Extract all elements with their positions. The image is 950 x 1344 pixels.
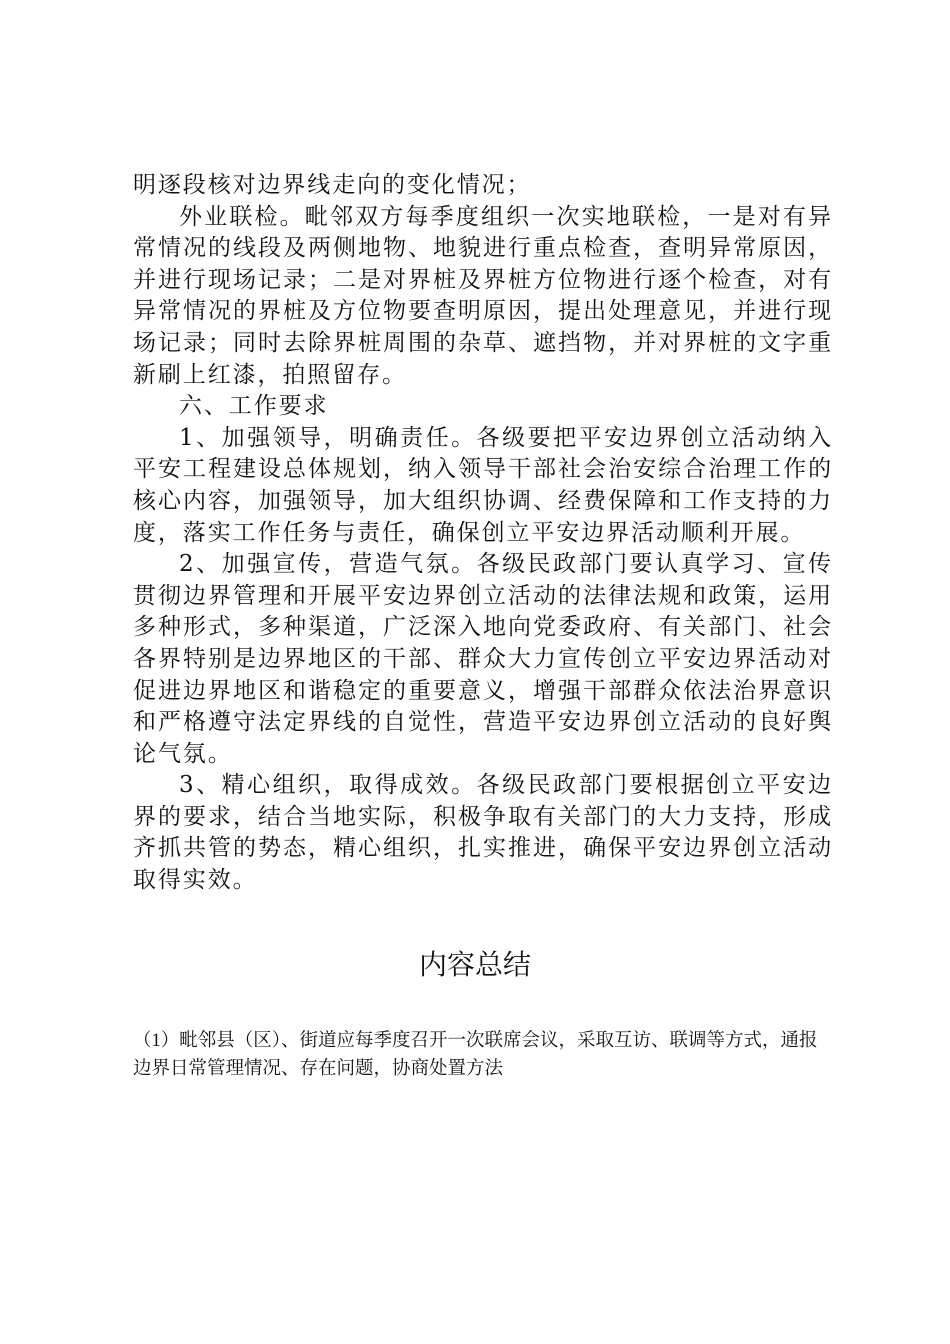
summary-title: 内容总结: [418, 948, 531, 981]
paragraph-requirement-1: 1、加强领导，明确责任。各级要把平安边界创立活动纳入平安工程建设总体规划，纳入领导干部社会治安综合治理工作的核心内容，加强领导，加大组织协调、经费保障和工作支持的力度，落实工作任务与责任，确保创立平安边界活动顺利开展。: [133, 424, 833, 546]
document-body: [133, 170, 833, 897]
paragraph-requirement-3: 3、精心组织，取得成效。各级民政部门要根据创立平安边界的要求，结合当地实际，积极争取有关部门的大力支持，形成齐抓共管的势态，精心组织，扎实推进，确保平安边界创立活动取得实效。: [133, 772, 833, 894]
section-heading-work-requirements: 六、工作要求: [179, 393, 329, 420]
paragraph-requirement-2: 2、加强宣传，营造气氛。各级民政部门要认真学习、宣传贯彻边界管理和开展平安边界创立活动的法律法规和政策，运用多种形式，多种渠道，广泛深入地向党委政府、有关部门、社会各界特别是边界地区的干部、群众大力宣传创立平安边界活动对促进边界地区和谐稳定的重要意义，增强干部群众依法治界意识和严格遵守法定界线的自觉性，营造平安边界创立活动的良好舆论气氛。: [133, 551, 833, 767]
paragraph-field-inspection: 外业联检。毗邻双方每季度组织一次实地联检，一是对有异常情况的线段及两侧地物、地貌进行重点检查，查明异常原因，并进行现场记录；二是对界桩及界桩方位物进行逐个检查，对有异常情况的界桩及方位物要查明原因，提出处理意见，并进行现场记录；同时去除界桩周围的杂草、遮挡物，并对界桩的文字重新刷上红漆，拍照留存。: [133, 203, 833, 388]
paragraph-continuation: 明逐段核对边界线走向的变化情况；: [133, 172, 532, 198]
summary-text: （1）毗邻县（区）、街道应每季度召开一次联席会议，采取互访、联调等方式，通报边界日常管理情况、存在问题，协商处置方法: [133, 1031, 818, 1079]
